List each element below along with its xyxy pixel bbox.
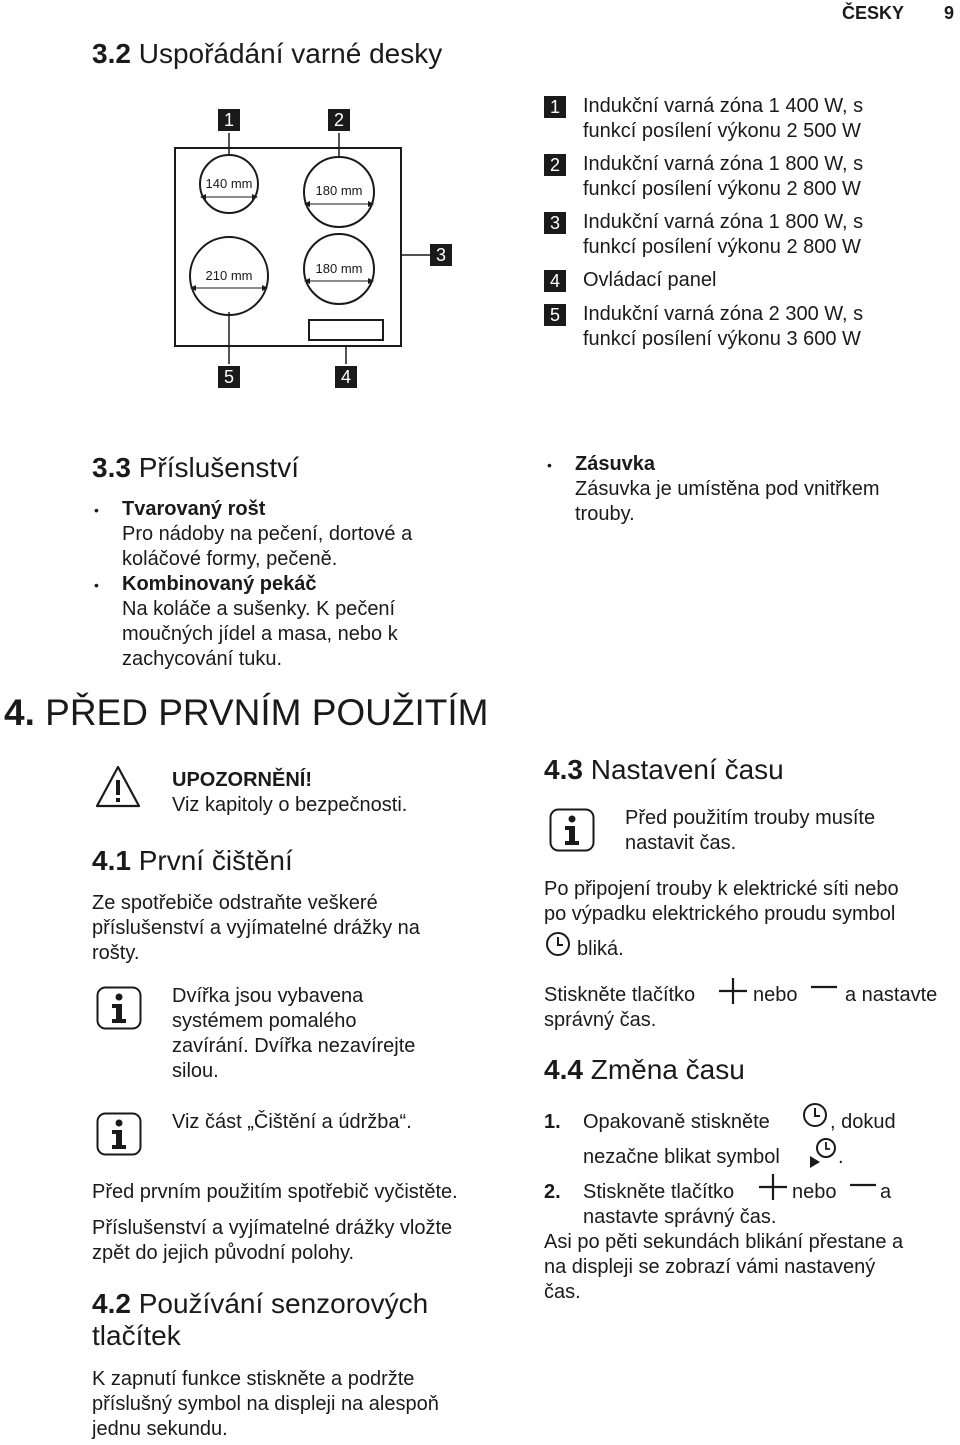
plus-icon [716,976,750,1006]
warning-block: UPOZORNĚNÍ! Viz kapitoly o bezpečnosti. [172,769,408,816]
step-1-text-c: nezačne blikat symbol [583,1146,780,1168]
step-2-text-c: a [880,1181,892,1203]
sensor-paragraph: K zapnutí funkce stiskněte a podržte příslušný symbol na displeji na alespoň jednu sekundu. [92,1368,439,1440]
page-number: 9 [944,3,955,23]
diagram-callout-1: 1 [218,109,240,131]
cleaning-paragraph: Ze spotřebiče odstraňte veškeré příslušenství a vyjímatelné drážky na rošty. [92,892,420,964]
step-1-text-d: . [838,1146,844,1168]
step-2-text-b: nebo [792,1181,837,1203]
step-2-text-a: Stiskněte tlačítko [583,1181,735,1203]
step-1-number: 1. [544,1111,561,1133]
legend-number: 4 [544,270,566,292]
clock-icon [801,1101,829,1129]
dim-label-zone-1: 140 mm [205,176,253,191]
info-icon [96,1112,142,1156]
section-4-3-heading: 4.3 Nastavení času [544,754,784,785]
hob-layout-diagram [170,100,470,400]
legend-item: Ovládací panel [583,269,717,291]
diagram-callout-2: 2 [328,109,350,131]
and-set-text: a nastavte [845,984,938,1006]
diagram-callout-3: 3 [430,244,452,266]
step-2-number: 2. [544,1181,561,1203]
dim-label-zone-5: 210 mm [205,268,253,283]
warning-icon [95,764,141,810]
reinsert-accessories-text: Příslušenství a vyjímatelné drážky vložte zpět do jejich původní polohy. [92,1217,453,1264]
info-icon [96,986,142,1030]
info-door-note: Dvířka jsou vybavena systémem pomalého zavírání. Dvířka nezavírejte silou. [172,985,416,1082]
power-on-paragraph: Po připojení trouby k elektrické síti nebo po výpadku elektrického proudu symbol [544,878,899,925]
section-3-2-heading: 3.2 Uspořádání varné desky [92,38,443,69]
dim-label-zone-2: 180 mm [315,183,363,198]
section-4-2-heading: 4.2 Používání senzorových tlačítek [92,1288,429,1351]
legend-number: 5 [544,304,566,326]
accessory-item: Tvarovaný rošt Pro nádoby na pečení, dortové a koláčové formy, pečeně. [122,498,413,570]
step-2-text-d: nastavte správný čas. [583,1206,777,1228]
legend-number: 2 [544,154,566,176]
legend-number: 1 [544,96,566,118]
plus-icon [756,1172,790,1202]
bullet: • [547,457,552,473]
correct-time-text: správný čas. [544,1009,657,1031]
after-blinking-paragraph: Asi po pěti sekundách blikání přestane a na displeji se zobrazí vámi nastavený čas. [544,1231,904,1303]
accessory-item: Kombinovaný pekáč Na koláče a sušenky. K pečení moučných jídel a masa, nebo k zachycování tuku. [122,573,398,670]
info-icon [549,808,595,852]
control-panel-rect [309,320,383,340]
header-language: ČESKY [842,3,905,23]
accessory-item: Zásuvka Zásuvka je umístěna pod vnitřkem trouby. [575,453,880,525]
bullet: • [94,577,99,593]
chapter-4-heading: 4. PŘED PRVNÍM POUŽITÍM [4,692,489,733]
minus-icon [809,976,839,1006]
section-4-4-heading: 4.4 Změna času [544,1054,745,1085]
clean-before-use-text: Před prvním použitím spotřebič vyčistěte. [92,1181,458,1203]
press-button-line: Stiskněte tlačítko [544,984,696,1006]
diagram-callout-4: 4 [335,366,357,388]
clock-icon [544,930,572,958]
clock-play-icon [808,1136,840,1168]
step-1-text-b: , dokud [830,1111,896,1133]
minus-icon [848,1174,878,1204]
info-set-time-note: Před použitím trouby musíte nastavit čas. [625,807,876,854]
step-1-text-a: Opakovaně stiskněte [583,1111,770,1133]
legend-item: Indukční varná zóna 1 800 W, s funkcí posílení výkonu 2 800 W [583,153,864,200]
legend-item: Indukční varná zóna 1 800 W, s funkcí posílení výkonu 2 800 W [583,211,864,258]
dim-label-zone-3: 180 mm [315,261,363,276]
diagram-callout-5: 5 [218,366,240,388]
info-cleaning-reference: Viz část „Čištění a údržba“. [172,1111,412,1133]
legend-item: Indukční varná zóna 2 300 W, s funkcí posílení výkonu 3 600 W [583,303,864,350]
section-3-3-heading: 3.3 Příslušenství [92,452,299,483]
legend-number: 3 [544,212,566,234]
legend-item: Indukční varná zóna 1 400 W, s funkcí posílení výkonu 2 500 W [583,95,864,142]
section-4-1-heading: 4.1 První čištění [92,845,293,876]
blinks-text: bliká. [577,938,624,960]
bullet: • [94,502,99,518]
or-text: nebo [753,984,798,1006]
